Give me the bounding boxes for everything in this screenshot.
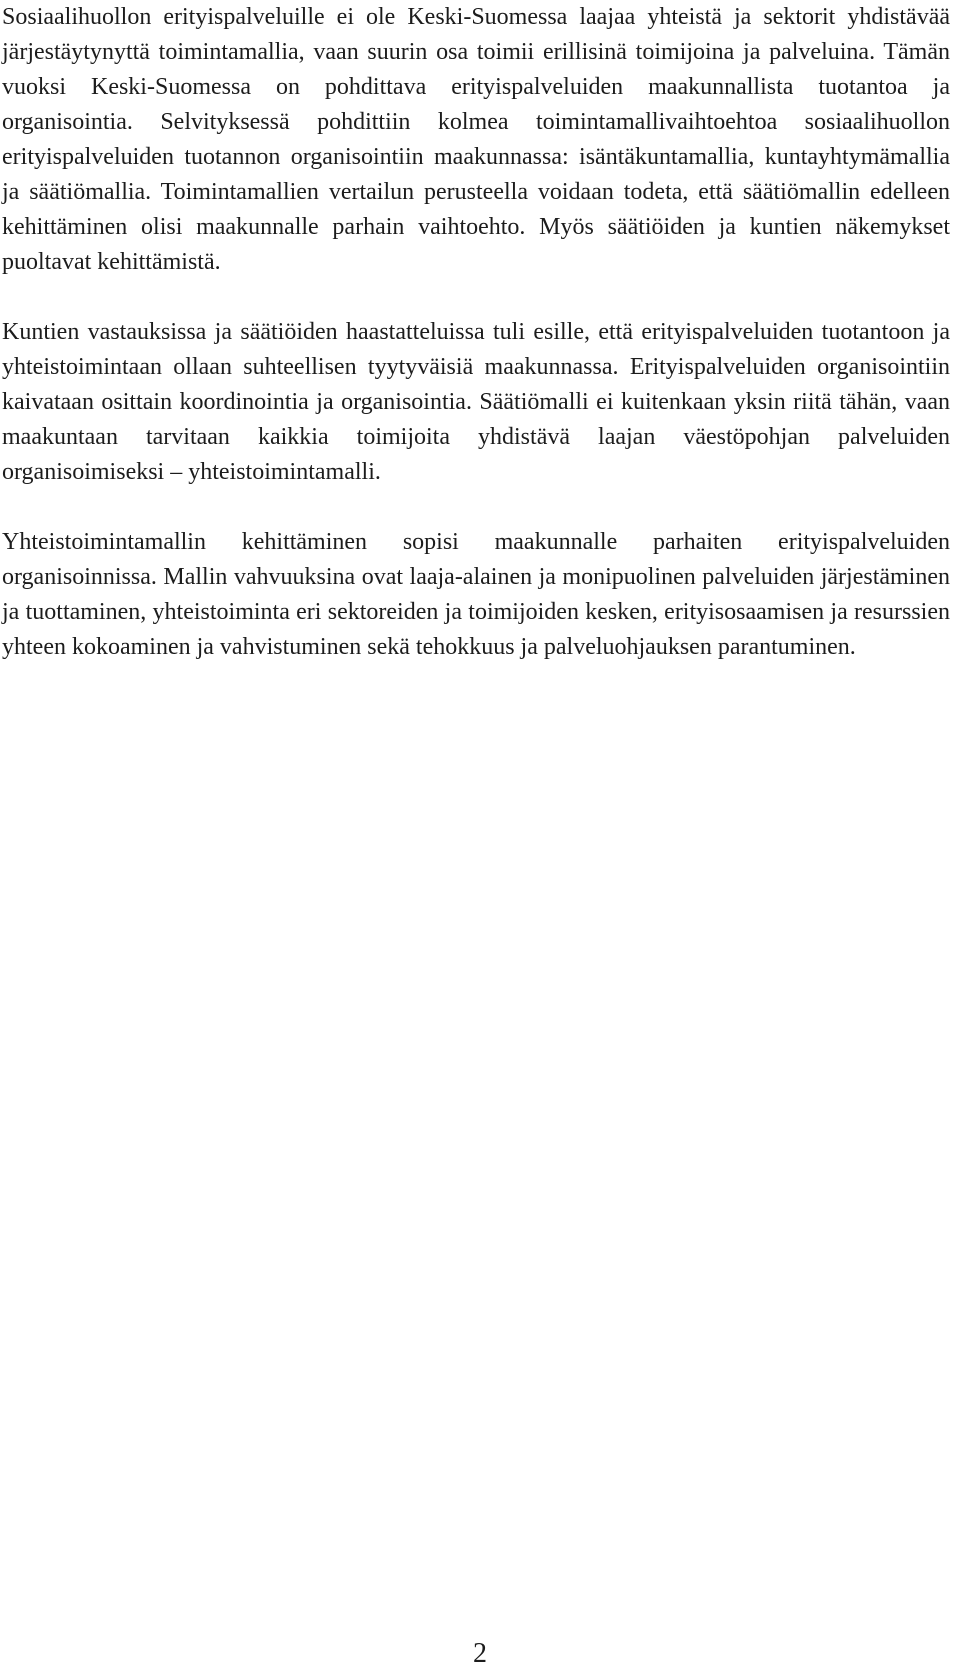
paragraph-3: Yhteistoimintamallin kehittäminen sopisi maakunnalle parhaiten erityispalveluiden organisoinnissa. Mallin vahvuuksina ovat laaja-alainen ja monipuolinen palveluiden järjestäminen ja tuottaminen, yhteistoiminta eri sektoreiden ja toimijoiden kesken, erityisosaamisen ja resurssien yhteen kokoaminen ja vahvistuminen sekä tehokkuus ja palveluohjauksen parantuminen. <box>2 529 950 660</box>
page-number: 2 <box>473 1638 487 1669</box>
paragraph-1: Sosiaalihuollon erityispalveluille ei ole Keski-Suomessa laajaa yhteistä ja sektorit yhdistävää järjestäytynyttä toimintamallia, vaan suurin osa toimii erillisinä toimijoina ja palveluina. Tämän vuoksi Keski-Suomessa on pohdittava erityispalveluiden maakunnallista tuotantoa ja organisointia. Selvityksessä pohdittiin kolmea toimintamallivaihtoehtoa sosiaalihuollon erityispalveluiden tuotannon organisointiin maakunnassa: isäntäkuntamallia, kuntayhtymämallia ja säätiömallia. Toimintamallien vertailun perusteella voidaan todeta, että säätiömallin edelleen kehittäminen olisi maakunnalle parhain vaihtoehto. Myös säätiöiden ja kuntien näkemykset puoltavat kehittämistä. <box>2 4 950 275</box>
paragraph-2: Kuntien vastauksissa ja säätiöiden haastatteluissa tuli esille, että erityispalveluiden tuotantoon ja yhteistoimintaan ollaan suhteellisen tyytyväisiä maakunnassa. Erityispalveluiden organisointiin kaivataan osittain koordinointia ja organisointia. Säätiömalli ei kuitenkaan yksin riitä tähän, vaan maakuntaan tarvitaan kaikkia toimijoita yhdistävä laajan väestöpohjan palveluiden organisoimiseksi – yhteistoimintamalli. <box>2 319 950 485</box>
document-page <box>2 0 950 665</box>
